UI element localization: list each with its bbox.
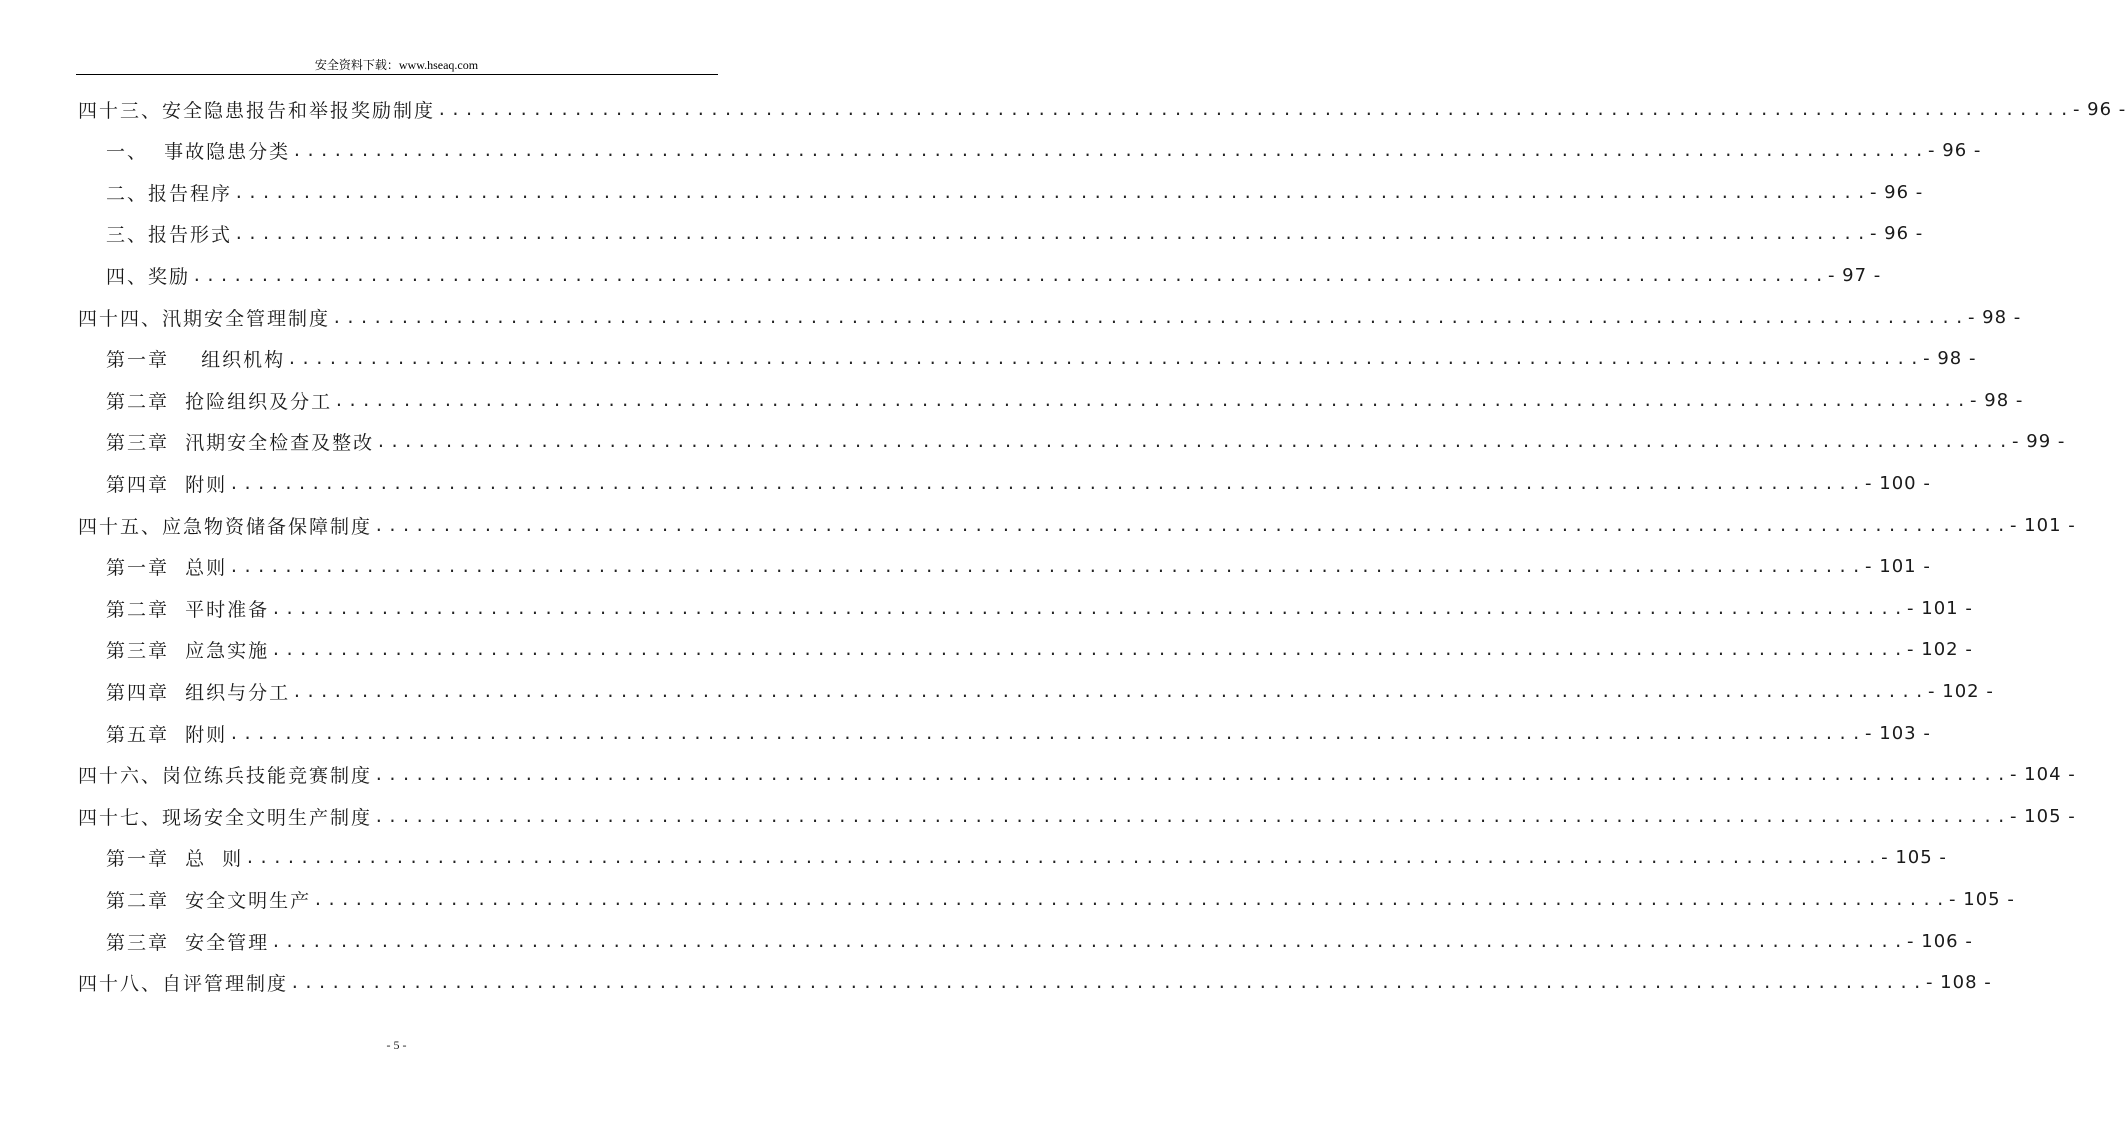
toc-subsection-entry[interactable] (106, 213, 1924, 255)
toc-entry-page: - 97 - (1827, 264, 1882, 286)
toc-entry-page: - 102 - (1907, 639, 1973, 661)
toc-subsection-entry[interactable] (106, 712, 1931, 754)
toc-section-entry[interactable] (78, 754, 2076, 796)
toc-dot-leader: ........................................................................................................................ (374, 765, 2010, 785)
toc-dot-leader: ........................................................................................................................ (229, 723, 1866, 743)
toc-entry-page: - 101 - (2009, 514, 2076, 536)
toc-dot-leader: ........................................................................................................................ (437, 99, 2073, 119)
toc-subsection-entry[interactable] (106, 462, 1931, 504)
toc-entry-title: 四、奖励 (106, 265, 191, 288)
toc-entry-title: 四十四、汛期安全管理制度 (78, 307, 331, 330)
toc-entry-page: - 105 - (1949, 888, 2015, 910)
toc-entry-page: - 98 - (1970, 389, 2024, 411)
toc-entry-page: - 104 - (2009, 764, 2076, 786)
toc-dot-leader: ........................................................................................................................ (234, 224, 1870, 244)
toc-subsection-entry[interactable] (106, 587, 1973, 629)
page-header: 安全资料下载：www.hseaq.com (314, 58, 479, 72)
page-number: - 5 - (386, 1038, 407, 1052)
toc-entry-page: - 101 - (1865, 556, 1931, 578)
toc-entry-title: 第三章 安全管理 (106, 931, 270, 954)
toc-entry-page: - 105 - (1881, 847, 1947, 869)
toc-entry-title: 四十六、岗位练兵技能竞赛制度 (78, 765, 373, 788)
toc-entry-title: 第四章 组织与分工 (106, 681, 291, 704)
toc-entry-page: - 99 - (2012, 431, 2066, 453)
toc-dot-leader: ........................................................................................................................ (192, 265, 1828, 285)
toc-entry-title: 四十五、应急物资储备保障制度 (78, 515, 373, 538)
toc-subsection-entry[interactable] (106, 629, 1973, 671)
toc-entry-title: 第三章 汛期安全检查及整改 (106, 432, 375, 455)
toc-dot-leader: ........................................................................................................................ (271, 931, 1908, 951)
toc-section-entry[interactable] (78, 296, 2022, 338)
toc-entry-page: - 106 - (1907, 930, 1973, 952)
toc-dot-leader: ........................................................................................................................ (313, 889, 1950, 909)
toc-dot-leader: ........................................................................................................................ (332, 307, 1968, 327)
toc-dot-leader: ........................................................................................................................ (290, 973, 1926, 993)
toc-entry-title: 第三章 应急实施 (106, 640, 270, 663)
toc-entry-page: - 96 - (1869, 223, 1924, 245)
toc-entry-title: 四十三、安全隐患报告和举报奖励制度 (78, 99, 436, 122)
toc-dot-leader: ........................................................................................................................ (229, 473, 1866, 493)
toc-section-entry[interactable] (78, 504, 2076, 546)
toc-dot-leader: ........................................................................................................................ (374, 515, 2010, 535)
toc-entry-title: 第二章 抢险组织及分工 (106, 390, 333, 413)
toc-subsection-entry[interactable] (106, 130, 1982, 172)
toc-subsection-entry[interactable] (106, 171, 1924, 213)
toc-entry-title: 第二章 平时准备 (106, 598, 270, 621)
toc-entry-page: - 100 - (1865, 472, 1931, 494)
toc-dot-leader: ........................................................................................................................ (376, 432, 2013, 452)
toc-section-entry[interactable] (78, 88, 2126, 130)
toc-entry-page: - 96 - (1928, 140, 1982, 162)
toc-subsection-entry[interactable] (106, 878, 2015, 920)
toc-dot-leader: ........................................................................................................................ (292, 141, 1929, 161)
header-rule (76, 74, 718, 75)
toc-entry-page: - 102 - (1928, 680, 1994, 702)
toc-entry-title: 第一章 总 则 (106, 848, 244, 871)
toc-subsection-entry[interactable] (106, 837, 1947, 879)
toc-subsection-entry[interactable] (106, 254, 1882, 296)
toc-dot-leader: ........................................................................................................................ (334, 390, 1971, 410)
toc-entry-page: - 108 - (1925, 972, 1992, 994)
toc-section-entry[interactable] (78, 962, 1992, 1004)
toc-entry-page: - 105 - (2009, 805, 2076, 827)
toc-subsection-entry[interactable] (106, 338, 1977, 380)
toc-entry-title: 一、 事故隐患分类 (106, 141, 291, 164)
toc-entry-title: 第五章 附则 (106, 723, 228, 746)
toc-entry-page: - 96 - (1869, 181, 1924, 203)
toc-dot-leader: ........................................................................................................................ (374, 806, 2010, 826)
toc-entry-title: 三、报告形式 (106, 224, 233, 247)
toc-dot-leader: ........................................................................................................................ (271, 640, 1908, 660)
toc-entry-page: - 98 - (1923, 348, 1977, 370)
toc-entry-title: 四十七、现场安全文明生产制度 (78, 806, 373, 829)
toc-entry-page: - 101 - (1907, 597, 1973, 619)
toc-entry-page: - 98 - (1967, 306, 2022, 328)
toc-subsection-entry[interactable] (106, 379, 2024, 421)
toc-entry-title: 二、报告程序 (106, 182, 233, 205)
toc-dot-leader: ........................................................................................................................ (234, 182, 1870, 202)
toc-dot-leader: ........................................................................................................................ (271, 598, 1908, 618)
toc-subsection-entry[interactable] (106, 920, 1973, 962)
toc-dot-leader: ........................................................................................................................ (287, 349, 1924, 369)
toc-subsection-entry[interactable] (106, 546, 1931, 588)
toc-subsection-entry[interactable] (106, 670, 1994, 712)
toc-entry-title: 第二章 安全文明生产 (106, 889, 312, 912)
toc-entry-title: 第一章 总则 (106, 557, 228, 580)
toc-entry-page: - 103 - (1865, 722, 1931, 744)
toc-section-entry[interactable] (78, 795, 2076, 837)
toc-subsection-entry[interactable] (106, 421, 2066, 463)
toc-entry-title: 第一章 组织机构 (106, 349, 286, 372)
toc-entry-title: 四十八、自评管理制度 (78, 973, 289, 996)
toc-entry-page: - 96 - (2072, 98, 2126, 120)
toc-dot-leader: ........................................................................................................................ (292, 681, 1929, 701)
toc-entry-title: 第四章 附则 (106, 473, 228, 496)
toc-dot-leader: ........................................................................................................................ (229, 557, 1866, 577)
toc-dot-leader: ........................................................................................................................ (245, 848, 1882, 868)
